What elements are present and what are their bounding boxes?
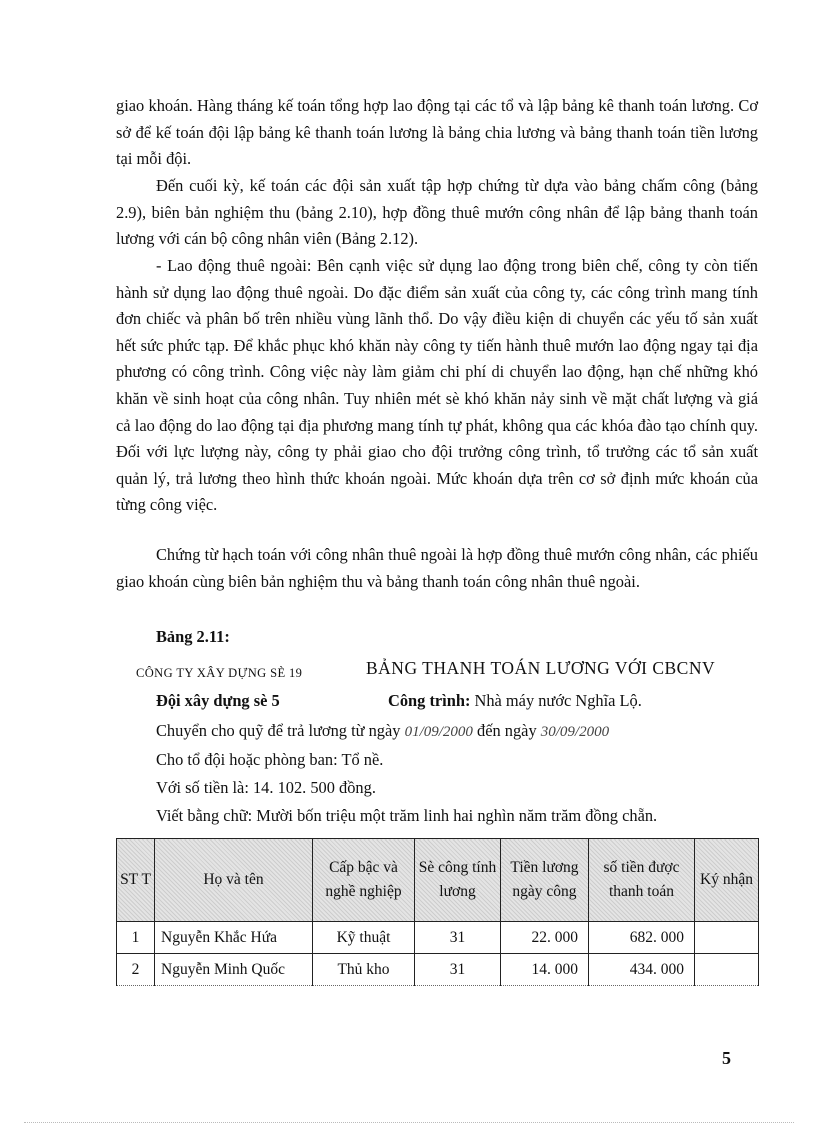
page-number: 5: [722, 1048, 731, 1068]
transfer-line: [156, 718, 609, 745]
team-label: Đội xây dựng sè 5: [156, 691, 280, 710]
cell-stt: 1: [117, 922, 155, 954]
paragraph-2: Đến cuối kỳ, kế toán các đội sản xuất tập hợp chứng từ dựa vào bảng chấm công (bảng 2.9), biên bản nghiệm thu (bảng 2.10), hợp đồng thuê mướn công nhân để lập bảng thanh toán lương với cán bộ công nhân viên (Bảng 2.12).: [116, 176, 758, 249]
project-label: Công trình:: [388, 691, 471, 710]
cell-rank: Kỹ thuật: [313, 922, 415, 954]
company-name: CÔNG TY XÂY DỰNG SÈ 19: [136, 666, 303, 680]
cell-days: 31: [415, 922, 501, 954]
project-value: Nhà máy nước Nghĩa Lộ.: [470, 691, 642, 710]
header-amount: số tiền được thanh toán: [589, 839, 695, 922]
header-name: Họ và tên: [155, 839, 313, 922]
cell-amount: 434. 000: [589, 954, 695, 986]
cell-amount: 682. 000: [589, 922, 695, 954]
cell-signature: [695, 954, 759, 986]
form-title: BẢNG THANH TOÁN LƯƠNG VỚI CBCNV: [366, 658, 716, 678]
table-row: [117, 922, 759, 954]
cell-name: Nguyễn Khắc Hứa: [155, 922, 313, 954]
table-row: [117, 954, 759, 986]
header-days: Sè công tính lương: [415, 839, 501, 922]
team-name: [156, 688, 280, 714]
header-rank: Cấp bậc và nghề nghiệp: [313, 839, 415, 922]
project-line: [388, 688, 642, 714]
amount-line: Với số tiền là: 14. 102. 500 đồng.: [156, 778, 376, 797]
date-from: 01/09/2000: [404, 724, 473, 740]
header-stt: ST T: [117, 839, 155, 922]
cell-daily-wage: 22. 000: [501, 922, 589, 954]
payroll-table: [116, 838, 759, 986]
paragraph-3: - Lao động thuê ngoài: Bên cạnh việc sử dụng lao động trong biên chế, công ty còn tiến hành sử dụng lao động thuê ngoài. Do đặc điểm sản xuất của công ty, các công trình mang tính đơn chiếc và phân bố trên nhiều vùng lãnh thổ. Do vậy điều kiện di chuyển các yếu tố sản xuất hết sức phức tạp. Để khắc phục khó khăn này công ty tiến hành thuê mướn lao động ngay tại địa phương có công trình. Công việc này làm giảm chi phí di chuyển lao động, hạn chế những khó khăn về sinh hoạt của công nhân. Tuy nhiên mét sè khó khăn nảy sinh về mặt chất lượng và giá cả lao động do lao động tại địa phương mang tính tự phát, không qua các khóa đào tạo chính quy. Đối với lực lượng này, công ty phải giao cho đội trưởng công trình, tổ trưởng các tổ sản xuất quản lý, trả lương theo hình thức khoán ngoài. Mức khoán dựa trên cơ sở định mức khoán của từng công việc.: [116, 256, 758, 515]
header-daily-wage: Tiền lương ngày công: [501, 839, 589, 922]
table-caption: Bảng 2.11:: [156, 627, 230, 646]
transfer-mid: đến ngày: [472, 721, 541, 740]
date-to: 30/09/2000: [540, 724, 610, 740]
paragraph-4: Chứng từ hạch toán với công nhân thuê ngoài là hợp đồng thuê mướn công nhân, các phiếu giao khoán cùng biên bản nghiệm thu và bảng thanh toán công nhân thuê ngoài.: [116, 545, 758, 591]
header-signature: Ký nhận: [695, 839, 759, 922]
department-line: Cho tổ đội hoặc phòng ban: Tổ nề.: [156, 750, 384, 769]
amount-in-words: Viết bằng chữ: Mười bốn triệu một trăm linh hai nghìn năm trăm đồng chẵn.: [156, 806, 658, 825]
cell-signature: [695, 922, 759, 954]
cell-daily-wage: 14. 000: [501, 954, 589, 986]
paragraph-1: giao khoán. Hàng tháng kế toán tổng hợp lao động tại các tổ và lập bảng kê thanh toán lương. Cơ sở để kế toán đội lập bảng kê thanh toán lương là bảng chia lương và bảng thanh toán tiền lương tại mỗi đội.: [116, 96, 758, 169]
table-header-row: [117, 839, 759, 922]
transfer-prefix: Chuyển cho quỹ để trả lương từ ngày: [156, 721, 405, 740]
cell-name: Nguyễn Minh Quốc: [155, 954, 313, 986]
cell-stt: 2: [117, 954, 155, 986]
cell-days: 31: [415, 954, 501, 986]
cell-rank: Thủ kho: [313, 954, 415, 986]
